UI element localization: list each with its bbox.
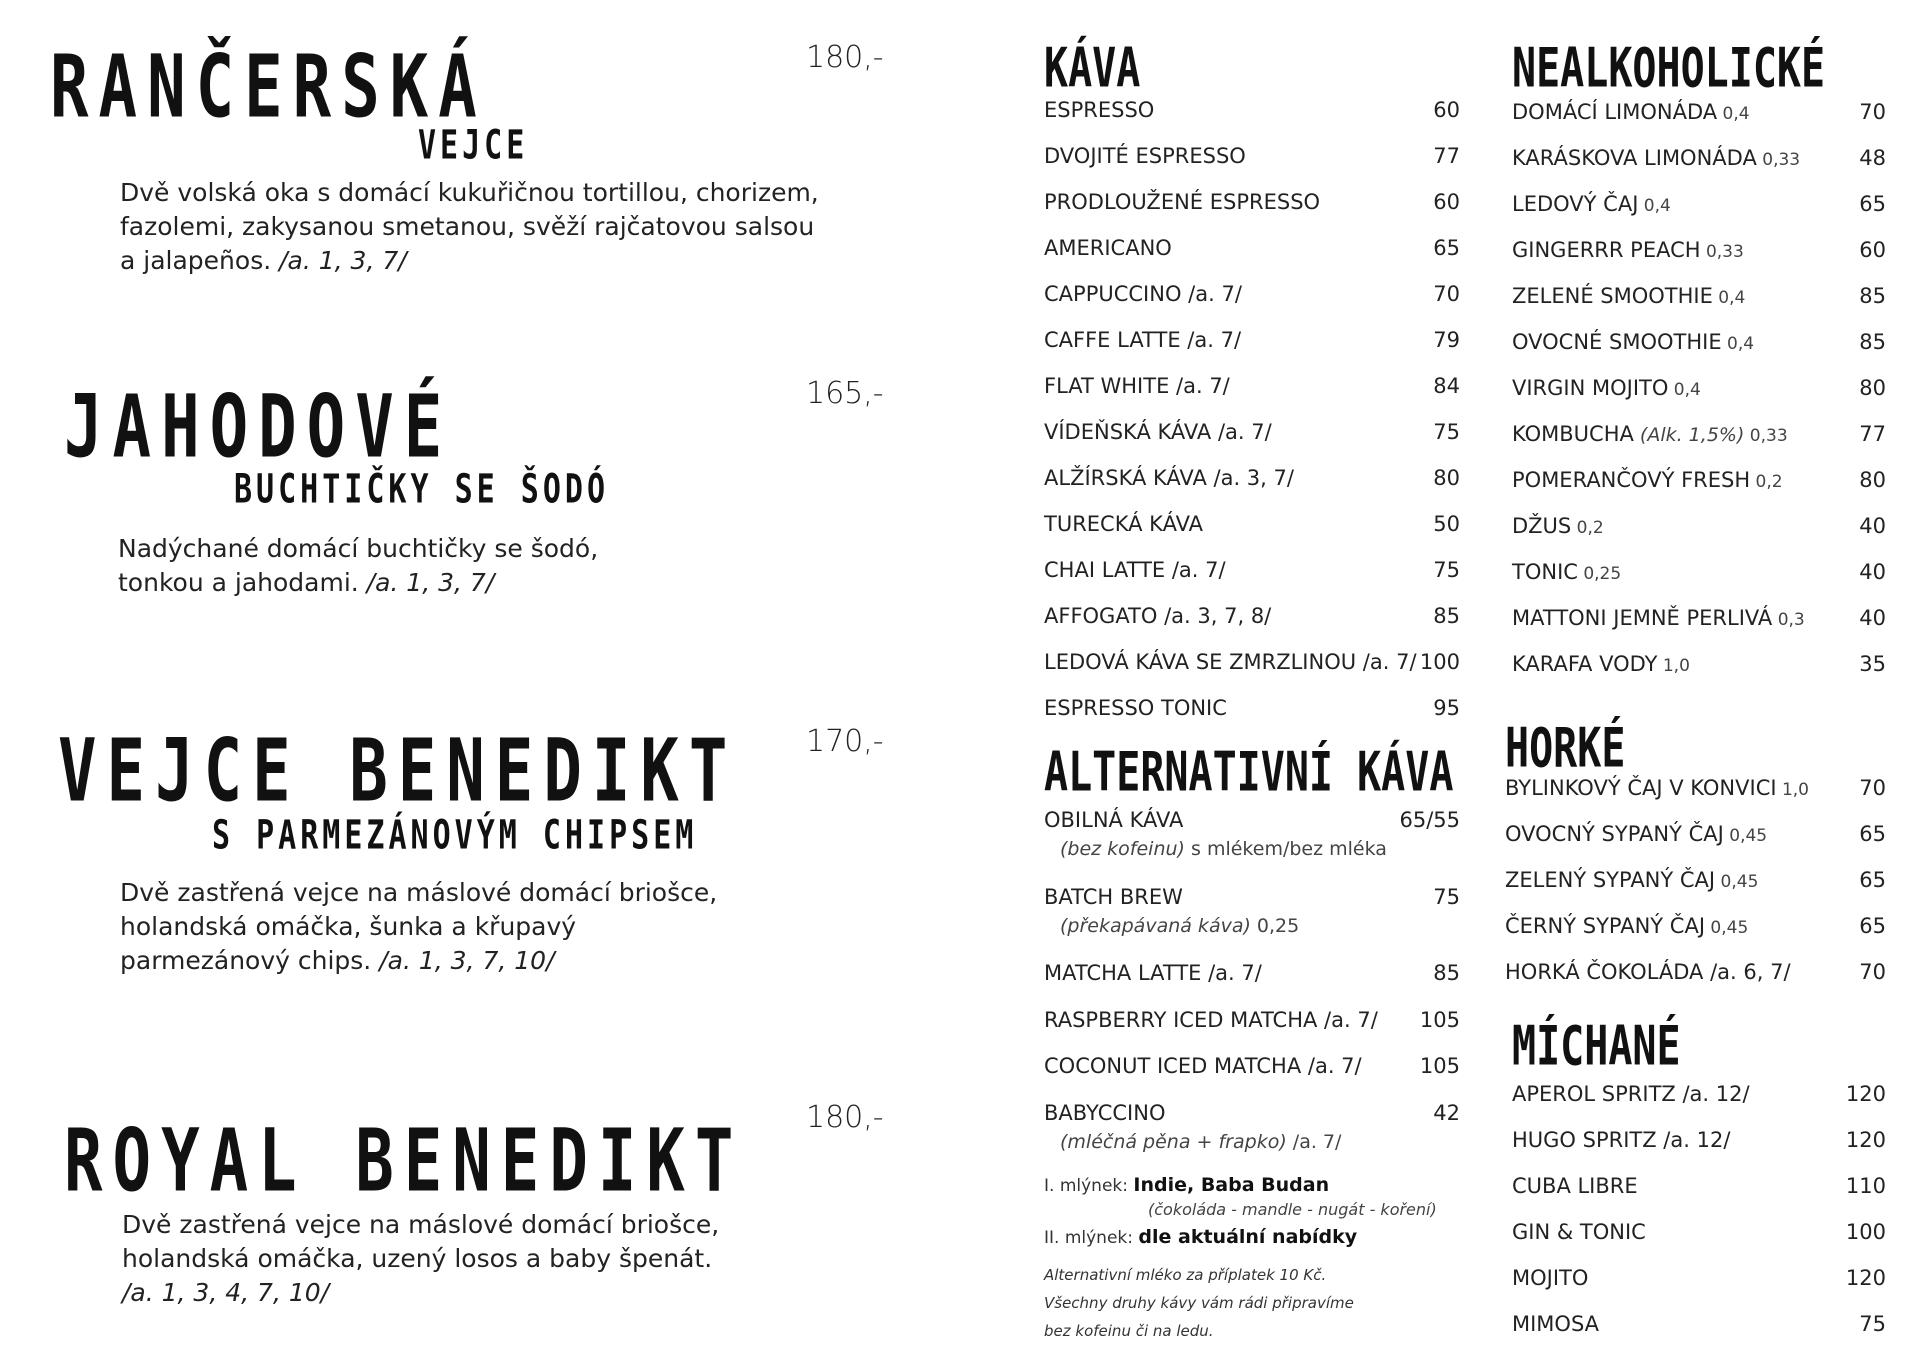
item-price: 100 <box>1419 650 1460 674</box>
item-name: CHAI LATTE /a. 7/ <box>1044 558 1226 582</box>
dish-description: Dvě zastřená vejce na máslové domácí briošce, holandská omáčka, uzený losos a baby špenát. /a. 1, 3, 4, 7, 10/ <box>122 1210 720 1307</box>
item-price: 42 <box>1433 1100 1460 1125</box>
item-price: 105 <box>1419 1007 1460 1032</box>
item-name: MATTONI JEMNĚ PERLIVÁ 0,3 <box>1512 606 1805 630</box>
item-name: CAPPUCCINO /a. 7/ <box>1044 282 1242 306</box>
dish-subtitle: VEJCE <box>418 122 529 170</box>
item-size: 1,0 <box>1776 780 1810 800</box>
item-name: MATCHA LATTE /a. 7/ <box>1044 961 1262 985</box>
item-name: TONIC 0,25 <box>1512 560 1622 584</box>
item-price: 35 <box>1859 652 1886 676</box>
item-size: 0,4 <box>1717 104 1750 124</box>
item-price: 80 <box>1433 466 1460 490</box>
dish-description: Dvě zastřená vejce na máslové domácí briošce, holandská omáčka, šunka a křupavý parmezánový chips. /a. 1, 3, 7, 10/ <box>120 878 718 975</box>
dish-title: RANČERSKÁ <box>50 38 487 138</box>
item-name: ESPRESSO TONIC <box>1044 696 1227 720</box>
dish-title: VEJCE BENEDIKT <box>58 722 738 822</box>
item-price: 79 <box>1433 328 1460 352</box>
section-title-kava: KÁVA <box>1044 38 1141 101</box>
item-size: 0,25 <box>1577 564 1622 584</box>
item-price: 84 <box>1433 374 1460 398</box>
item-name: HORKÁ ČOKOLÁDA /a. 6, 7/ <box>1505 960 1791 984</box>
dish-price: 180,- <box>806 40 884 75</box>
item-price: 40 <box>1859 606 1886 630</box>
item-size: 0,4 <box>1721 334 1755 354</box>
item-name: LEDOVÝ ČAJ 0,4 <box>1512 192 1671 216</box>
item-size: 0,45 <box>1723 826 1768 846</box>
item-size: 0,2 <box>1571 518 1604 538</box>
item-price: 70 <box>1859 100 1886 124</box>
item-size: 0,3 <box>1772 610 1805 630</box>
item-name: VÍDEŇSKÁ KÁVA /a. 7/ <box>1044 420 1272 444</box>
item-name: POMERANČOVÝ FRESH 0,2 <box>1512 468 1783 492</box>
item-name: AFFOGATO /a. 3, 7, 8/ <box>1044 604 1272 628</box>
item-price: 85 <box>1859 284 1886 308</box>
item-name: ALŽÍRSKÁ KÁVA /a. 3, 7/ <box>1044 466 1294 490</box>
item-name: COCONUT ICED MATCHA /a. 7/ <box>1044 1054 1362 1078</box>
item-name: RASPBERRY ICED MATCHA /a. 7/ <box>1044 1007 1378 1032</box>
item-price: 105 <box>1419 1054 1460 1078</box>
item-name: TURECKÁ KÁVA <box>1044 512 1203 536</box>
item-price: 75 <box>1433 884 1460 909</box>
item-subline: (mléčná pěna + frapko) /a. 7/ <box>1060 1130 1342 1153</box>
item-price: 65/55 <box>1399 808 1460 832</box>
item-size: 0,4 <box>1668 380 1701 400</box>
item-name: LEDOVÁ KÁVA SE ZMRZLINOU /a. 7/ <box>1044 650 1417 674</box>
item-name: KARÁSKOVA LIMONÁDA 0,33 <box>1512 146 1801 170</box>
item-price: 40 <box>1859 560 1886 584</box>
dish-price: 170,- <box>806 724 884 759</box>
item-size: 0,4 <box>1712 288 1746 308</box>
item-name: FLAT WHITE /a. 7/ <box>1044 374 1230 398</box>
item-price: 85 <box>1859 330 1886 354</box>
item-price: 65 <box>1859 822 1886 846</box>
item-name: DOMÁCÍ LIMONÁDA 0,4 <box>1512 100 1750 124</box>
item-name: DVOJITÉ ESPRESSO <box>1044 144 1246 168</box>
item-name: OBILNÁ KÁVA <box>1044 808 1184 832</box>
item-size: 1,0 <box>1657 656 1690 676</box>
item-name: PRODLOUŽENÉ ESPRESSO <box>1044 190 1321 214</box>
item-name: DŽUS 0,2 <box>1512 514 1604 538</box>
note-line: bez kofeinu či na ledu. <box>1044 1322 1214 1340</box>
item-price: 50 <box>1433 512 1460 536</box>
note-line: Alternativní mléko za příplatek 10 Kč. <box>1044 1266 1327 1284</box>
item-price: 75 <box>1859 1312 1886 1336</box>
item-price: 65 <box>1433 236 1460 260</box>
item-price: 85 <box>1433 961 1460 985</box>
section-title-alternativni-kava: ALTERNATIVNÍ KÁVA <box>1044 742 1454 805</box>
dish-price: 165,- <box>806 376 884 411</box>
item-price: 70 <box>1433 282 1460 306</box>
item-name: KOMBUCHA (Alk. 1,5%) 0,33 <box>1512 422 1788 446</box>
dish-description: Dvě volská oka s domácí kukuřičnou tortillou, chorizem, fazolemi, zakysanou smetanou, svěží rajčatovou salsou a jalapeños. /a. 1, 3, 7/ <box>120 178 819 275</box>
section-title-horke: HORKÉ <box>1505 718 1626 781</box>
section-title-michane: MÍCHANÉ <box>1512 1016 1681 1079</box>
item-note: (Alk. 1,5%) <box>1633 424 1745 446</box>
item-price: 120 <box>1845 1128 1886 1152</box>
item-price: 60 <box>1433 98 1460 122</box>
dish-description: Nadýchané domácí buchtičky se šodó, tonkou a jahodami. /a. 1, 3, 7/ <box>118 534 599 597</box>
item-name: OVOCNÝ SYPANÝ ČAJ 0,45 <box>1505 822 1768 846</box>
item-name: ZELENÝ SYPANÝ ČAJ 0,45 <box>1505 868 1759 892</box>
mill-2: II. mlýnek: dle aktuální nabídky <box>1044 1226 1358 1248</box>
item-size: 0,33 <box>1700 242 1744 262</box>
item-subline: (překapávaná káva) 0,25 <box>1060 914 1300 937</box>
item-name: BYLINKOVÝ ČAJ V KONVICI 1,0 <box>1505 776 1810 800</box>
item-price: 95 <box>1433 696 1460 720</box>
item-price: 120 <box>1845 1266 1886 1290</box>
item-name: BATCH BREW <box>1044 884 1183 909</box>
item-subline-note: (bez kofeinu) <box>1060 838 1185 860</box>
item-price: 85 <box>1433 604 1460 628</box>
dish-subtitle: S PARMEZÁNOVÝM CHIPSEM <box>212 812 698 860</box>
mill-1: I. mlýnek: Indie, Baba Budan <box>1044 1174 1330 1196</box>
item-subline-note: (mléčná pěna + frapko) <box>1060 1130 1287 1153</box>
item-name: CUBA LIBRE <box>1512 1174 1638 1198</box>
item-name: ČERNÝ SYPANÝ ČAJ 0,45 <box>1505 914 1749 938</box>
item-price: 80 <box>1859 376 1886 400</box>
item-price: 70 <box>1859 960 1886 984</box>
item-name: VIRGIN MOJITO 0,4 <box>1512 376 1701 400</box>
item-price: 75 <box>1433 420 1460 444</box>
item-name: MIMOSA <box>1512 1312 1600 1336</box>
note-line: Všechny druhy kávy vám rádi připravíme <box>1044 1294 1354 1312</box>
item-name: KARAFA VODY 1,0 <box>1512 652 1690 676</box>
item-price: 77 <box>1859 422 1886 446</box>
item-price: 48 <box>1859 146 1886 170</box>
item-price: 60 <box>1433 190 1460 214</box>
item-name: MOJITO <box>1512 1266 1589 1290</box>
item-name: CAFFE LATTE /a. 7/ <box>1044 328 1242 352</box>
dish-title: ROYAL BENEDIKT <box>64 1112 744 1212</box>
item-price: 60 <box>1859 238 1886 262</box>
dish-title: JAHODOVÉ <box>64 378 453 478</box>
item-name: BABYCCINO <box>1044 1100 1166 1125</box>
item-size: 0,4 <box>1638 196 1671 216</box>
item-name: OVOCNÉ SMOOTHIE 0,4 <box>1512 330 1755 354</box>
item-price: 120 <box>1845 1082 1886 1106</box>
item-size: 0,45 <box>1705 918 1749 938</box>
item-subline: (bez kofeinu) s mlékem/bez mléka <box>1060 838 1387 860</box>
item-name: ESPRESSO <box>1044 98 1155 122</box>
item-price: 65 <box>1859 192 1886 216</box>
item-price: 65 <box>1859 868 1886 892</box>
item-name: APEROL SPRITZ /a. 12/ <box>1512 1082 1750 1106</box>
item-size: 0,2 <box>1750 472 1783 492</box>
item-subline-note: (překapávaná káva) <box>1060 914 1251 937</box>
item-price: 70 <box>1859 776 1886 800</box>
item-price: 80 <box>1859 468 1886 492</box>
item-name: ZELENÉ SMOOTHIE 0,4 <box>1512 284 1746 308</box>
item-name: AMERICANO <box>1044 236 1172 260</box>
item-size: 0,33 <box>1744 426 1788 446</box>
mill-1-notes: (čokoláda - mandle - nugát - koření) <box>1148 1200 1437 1219</box>
item-size: 0,45 <box>1715 872 1759 892</box>
item-price: 110 <box>1845 1174 1886 1198</box>
item-price: 75 <box>1433 558 1460 582</box>
item-name: HUGO SPRITZ /a. 12/ <box>1512 1128 1731 1152</box>
item-price: 100 <box>1845 1220 1886 1244</box>
item-name: GIN & TONIC <box>1512 1220 1646 1244</box>
item-price: 65 <box>1859 914 1886 938</box>
item-name: GINGERRR PEACH 0,33 <box>1512 238 1744 262</box>
dish-subtitle: BUCHTIČKY SE ŠODÓ <box>234 466 610 514</box>
item-price: 77 <box>1433 144 1460 168</box>
section-title-nealkoholicke: NEALKOHOLICKÉ <box>1512 38 1826 101</box>
dish-price: 180,- <box>806 1100 884 1135</box>
item-price: 40 <box>1859 514 1886 538</box>
item-size: 0,33 <box>1756 150 1801 170</box>
